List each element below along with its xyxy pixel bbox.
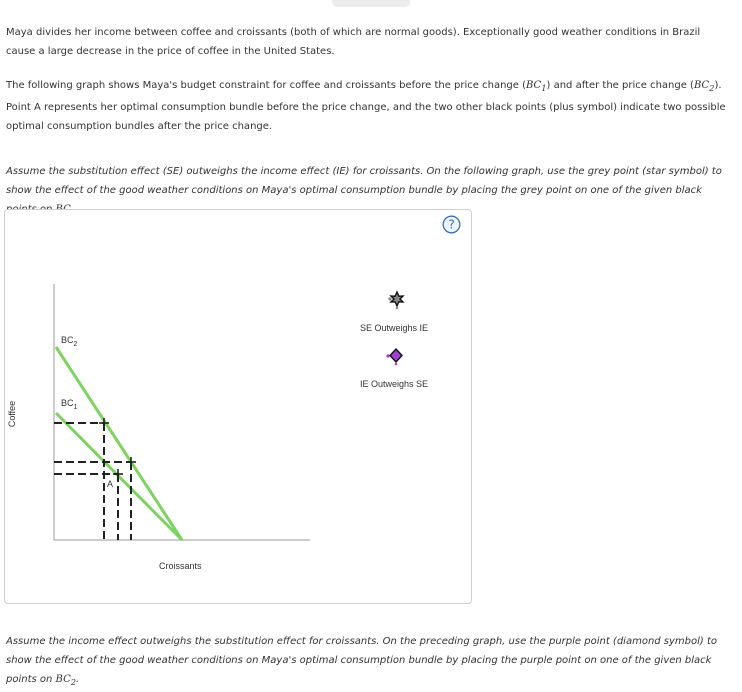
intro-text-1: Maya divides her income between coffee and croissants (both of which are normal goods). Exceptionally good weather conditions in Brazil cause a large decrease in the price of coffee in the United States. <box>6 27 701 57</box>
intro-text-2a: The following graph shows Maya's budget constraint for coffee and croissants before the price change ( <box>6 80 526 91</box>
legend-label-se: SE Outweighs IE <box>360 323 429 333</box>
question-2-bc2: $BC_2$ <box>55 674 77 687</box>
svg-text:?: ? <box>448 217 455 232</box>
question-2-text: Assume the income effect outweighs the substitution effect for croissants. On the preceding graph, use the purple point (diamond symbol) to show the effect of the good weather conditions on Maya's optimal consumption bundle by placing the purple point on one of the given black points on <box>6 636 718 685</box>
legend-label-ie: IE Outweighs SE <box>360 379 429 389</box>
y-axis-label: Coffee <box>7 400 18 428</box>
bc2-label: $BC_2$ <box>61 335 78 348</box>
point-a-label: A <box>107 479 114 489</box>
dashed-guides <box>54 423 131 540</box>
question-2: Assume the income effect outweighs the substitution effect for croissants. On the preceding graph, use the purple point (diamond symbol) to show the effect of the good weather conditions on Maya's optimal consumption bundle by placing the purple point on one of the given black points on $BC_2$. <box>6 636 718 687</box>
star-icon[interactable] <box>388 292 403 309</box>
diamond-icon[interactable] <box>386 349 402 365</box>
intro-text-2c: ). Point A represents her optimal consumption bundle before the price change, and the two other black points (plus symbol) indicate two possible optimal consumption bundles after the price change. <box>6 80 726 132</box>
bc2-math: $BC_2$ <box>693 80 715 93</box>
bc1-label: $BC_1$ <box>61 398 78 411</box>
intro-text-2b: ) and after the price change ( <box>546 80 694 91</box>
question-1-text: Assume the substitution effect (SE) outweighs the income effect (IE) for croissants. On the following graph, use the grey point (star symbol) to show the effect of the good weather conditions on Maya's optimal consumption bundle by placing the grey point on one of the given black <box>6 166 722 196</box>
bc1-math: $BC_1$ <box>526 80 547 93</box>
x-axis-label: Croissants <box>159 561 202 571</box>
